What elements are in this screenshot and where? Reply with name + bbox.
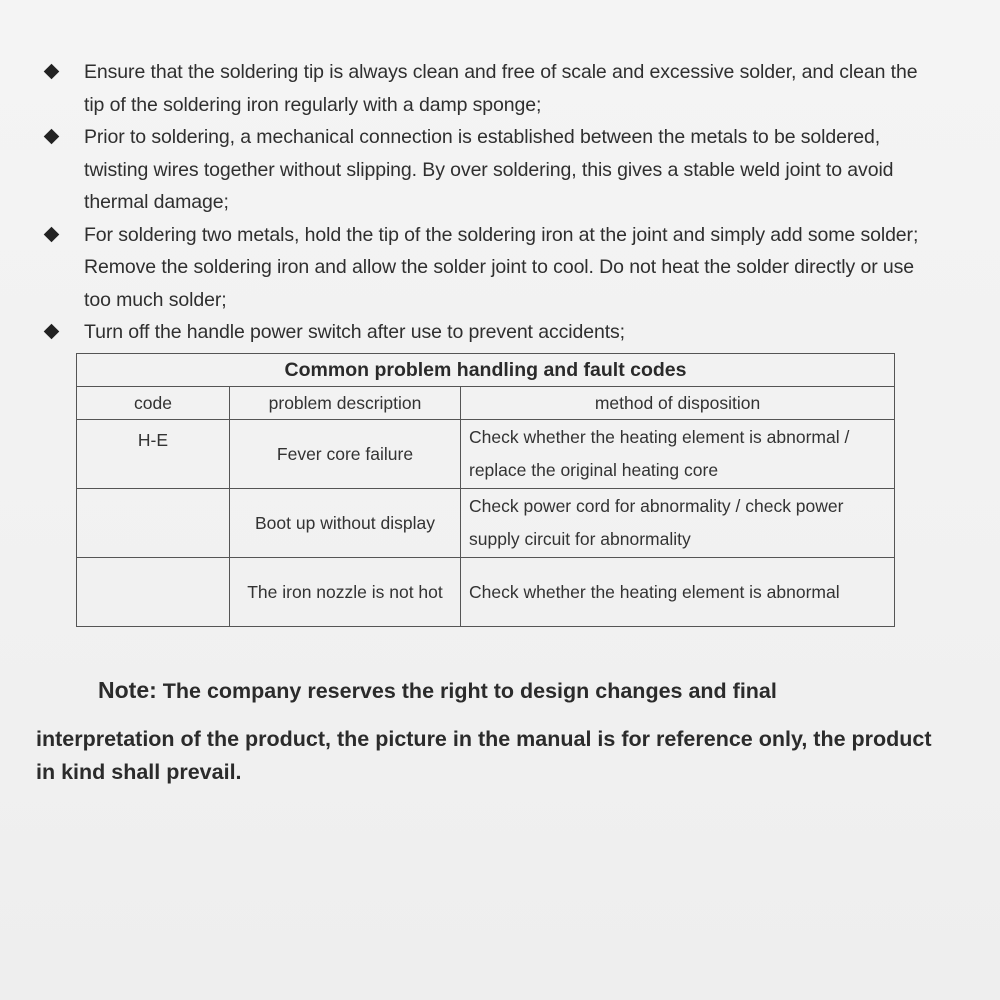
- note-line-1: The company reserves the right to design changes and final: [162, 679, 777, 703]
- diamond-bullet-icon: [44, 324, 60, 340]
- column-header-code: code: [77, 387, 230, 420]
- instruction-item: [40, 56, 940, 121]
- column-header-method: method of disposition: [461, 387, 895, 420]
- instruction-text: Turn off the handle power switch after use to prevent accidents;: [84, 321, 625, 343]
- table-row: [77, 489, 895, 558]
- note-rest: interpretation of the product, the picture in the manual is for reference only, the product in kind shall prevail.: [36, 727, 932, 784]
- table-title: Common problem handling and fault codes: [77, 354, 895, 387]
- instruction-text: Prior to soldering, a mechanical connection is established between the metals to be soldered, twisting wires together without slipping. By over soldering, this gives a stable weld joint to avoid thermal damage;: [84, 126, 894, 213]
- disposition-method-cell: Check power cord for abnormality / check power supply circuit for abnormality: [461, 489, 895, 558]
- table-row: [77, 420, 895, 489]
- instruction-item: [40, 121, 940, 219]
- instruction-text: For soldering two metals, hold the tip of the soldering iron at the joint and simply add some solder; Remove the soldering iron and allow the solder joint to cool. Do not heat the solder directly or use too much solder;: [84, 223, 919, 311]
- column-header-problem: problem description: [230, 387, 461, 420]
- problem-description-cell: The iron nozzle is not hot: [230, 558, 461, 627]
- instruction-item: [40, 316, 940, 349]
- disposition-method-cell: Check whether the heating element is abnormal: [461, 558, 895, 627]
- instruction-text: Ensure that the soldering tip is always clean and free of scale and excessive solder, and clean the tip of the soldering iron regularly with a damp sponge;: [84, 61, 918, 116]
- instruction-item: [40, 219, 940, 317]
- diamond-bullet-icon: [44, 129, 60, 145]
- disclaimer-note: [36, 674, 956, 789]
- table-row: [77, 558, 895, 627]
- problem-description-cell: Boot up without display: [230, 489, 461, 558]
- diamond-bullet-icon: [44, 226, 60, 242]
- disposition-method-cell: Check whether the heating element is abnormal / replace the original heating core: [461, 420, 895, 489]
- fault-code-table: [76, 353, 895, 627]
- note-first-line: [36, 674, 956, 708]
- table-header-row: [77, 387, 895, 420]
- note-label: Note:: [98, 677, 157, 703]
- problem-description-cell: Fever core failure: [230, 420, 461, 489]
- fault-code-cell: [77, 489, 230, 558]
- fault-code-cell: [77, 558, 230, 627]
- diamond-bullet-icon: [44, 64, 60, 80]
- fault-code-cell: H-E: [77, 420, 230, 489]
- usage-instructions-list: [40, 56, 940, 349]
